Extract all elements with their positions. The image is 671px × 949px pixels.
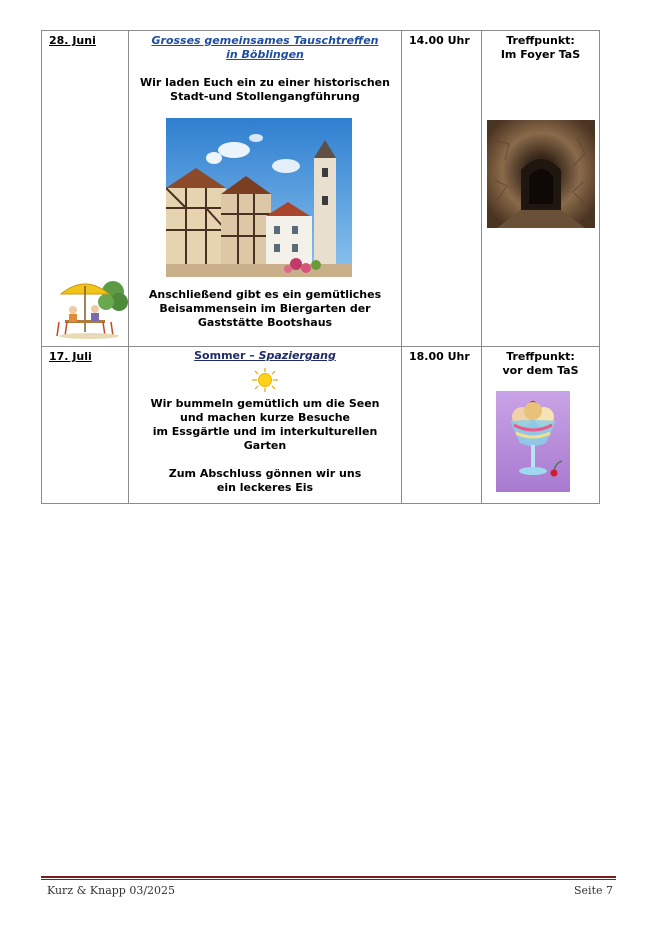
description-line: Zum Abschluss gönnen wir uns	[168, 467, 362, 480]
table-row	[42, 347, 600, 504]
description-cell	[129, 31, 402, 347]
event-title-line: in Böblingen	[226, 48, 304, 61]
event-title	[129, 349, 401, 363]
tunnel-photo	[487, 120, 595, 228]
sun-icon	[250, 367, 280, 393]
event-description	[129, 288, 401, 330]
description-line: im Essgärtle und im interkulturellen	[152, 425, 378, 438]
old-town-photo	[166, 118, 352, 277]
event-time: 14.00 Uhr	[409, 34, 470, 47]
time-cell	[402, 347, 482, 504]
meeting-point-label: Treffpunkt:	[506, 34, 575, 47]
description-line: Stadt-und Stollengangführung	[170, 90, 360, 103]
event-date: 28. Juni	[49, 34, 96, 47]
footer-rule	[41, 876, 616, 878]
footer-publication: Kurz & Knapp 03/2025	[47, 884, 176, 897]
table-row	[42, 31, 600, 347]
event-date: 17. Juli	[49, 350, 92, 363]
event-description	[129, 76, 401, 104]
description-line: Wir bummeln gemütlich um die Seen	[150, 397, 380, 410]
meeting-point-location: Im Foyer TaS	[500, 48, 581, 61]
event-title-part: Spaziergang	[258, 349, 336, 362]
footer-rule	[41, 879, 616, 880]
description-line: Garten	[243, 439, 287, 452]
events-table	[41, 30, 600, 504]
event-description	[129, 397, 401, 453]
cafe-umbrella-illustration	[51, 272, 129, 340]
description-line: Anschließend gibt es ein gemütliches	[148, 288, 382, 301]
event-title	[129, 34, 401, 62]
time-cell	[402, 31, 482, 347]
event-title-line: Grosses gemeinsames Tauschtreffen	[151, 34, 379, 47]
description-line: Beisammensein im Biergarten der	[159, 302, 371, 315]
description-line: ein leckeres Eis	[216, 481, 314, 494]
event-description	[129, 467, 401, 495]
meeting-point-cell	[482, 31, 600, 347]
meeting-point-label: Treffpunkt:	[506, 350, 575, 363]
event-title-part: Sommer –	[194, 349, 259, 362]
meeting-point-location: vor dem TaS	[502, 364, 579, 377]
description-line: Wir laden Euch ein zu einer historischen	[140, 76, 390, 89]
date-cell	[42, 347, 129, 504]
description-line: Gaststätte Bootshaus	[197, 316, 333, 329]
date-cell	[42, 31, 129, 347]
footer-page-number: Seite 7	[574, 884, 613, 897]
event-time: 18.00 Uhr	[409, 350, 470, 363]
meeting-point-cell	[482, 347, 600, 504]
description-line: und machen kurze Besuche	[179, 411, 351, 424]
ice-cream-sundae-image	[496, 391, 570, 492]
description-cell	[129, 347, 402, 504]
